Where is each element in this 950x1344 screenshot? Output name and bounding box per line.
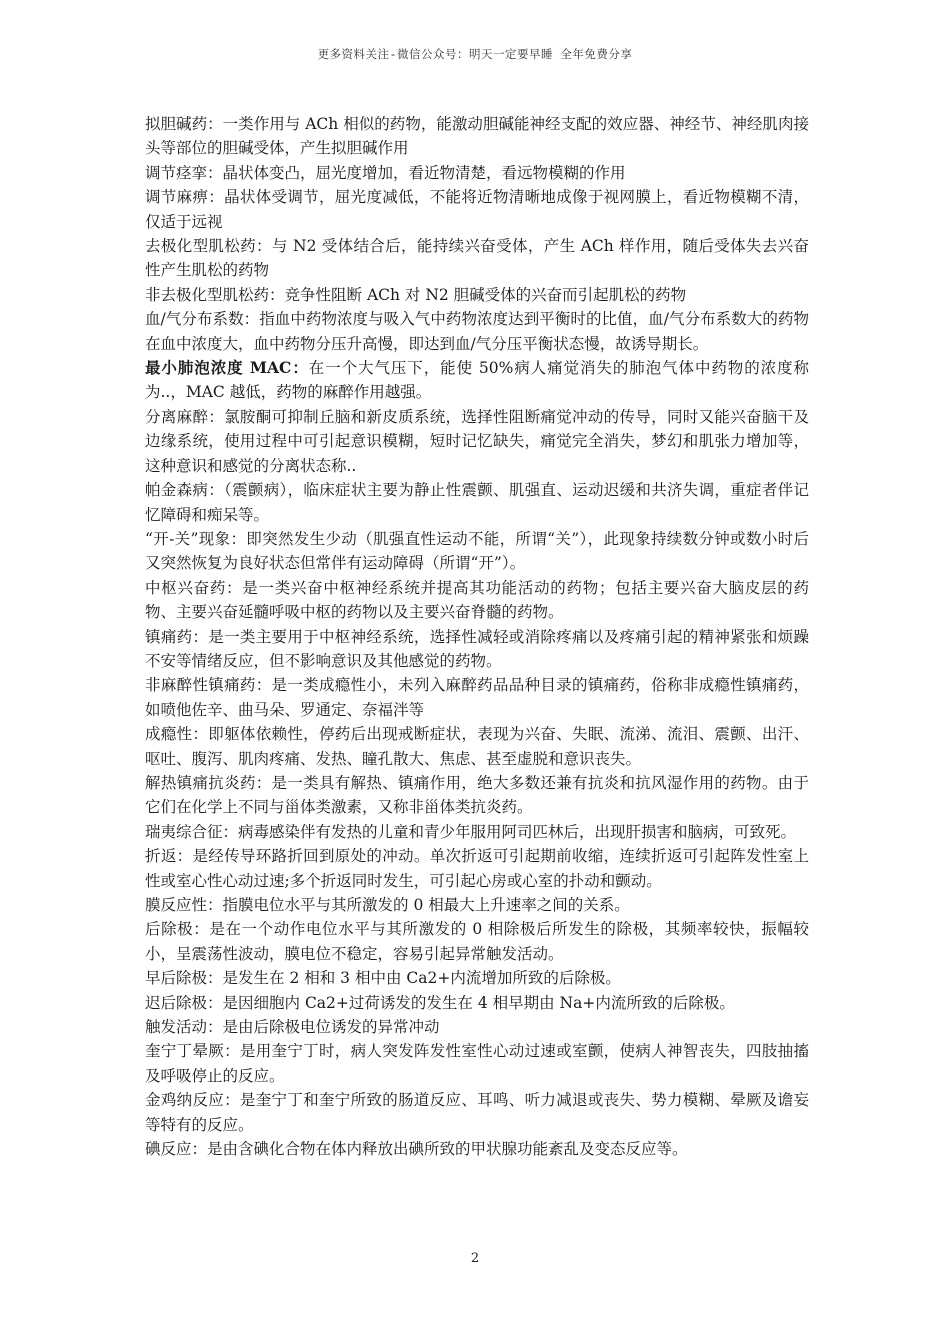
glossary-entry [145,673,809,722]
entry-definition: 是一类主要用于中枢神经系统，选择性减轻或消除疼痛以及疼痛引起的精神紧张和烦躁不安等情绪反应，但不影响意识及其他感觉的药物。 [145,627,809,670]
entry-term: 解热镇痛抗炎药： [145,773,272,792]
entry-term: 瑞夷综合征： [145,822,239,841]
entry-term: 触发活动： [145,1018,223,1037]
entry-term: 最小肺泡浓度 MAC： [145,358,309,378]
entry-term: 血/气分布系数： [145,310,260,329]
entry-term: 非去极化型肌松药： [145,285,285,304]
entry-definition: 是由含碘化合物在体内释放出碘所致的甲状腺功能紊乱及变态反应等。 [207,1140,688,1159]
glossary-entry [145,185,809,234]
page-number: 2 [470,1251,480,1266]
glossary-entry [145,625,809,674]
glossary-entry [145,771,809,820]
entry-term: 奎宁丁晕厥： [145,1042,240,1061]
glossary-entry [145,576,809,625]
entry-definition: 是一类具有解热、镇痛作用，绝大多数还兼有抗炎和抗风湿作用的药物。由于它们在化学上不同与甾体类激素，又称非甾体类抗炎药。 [145,773,809,817]
entry-definition: 指血中药物浓度与吸入气中药物浓度达到平衡时的比值，血/气分布系数大的药物在血中浓度大，血中药物分压升高慢，即达到血/气分压平衡状态慢，故诱导期长。 [145,310,809,353]
entry-definition: 是因细胞内 Ca2+过荷诱发的发生在 4 相早期由 Na+内流所致的后除极。 [222,993,735,1012]
entry-term: 帕金森病： [145,481,225,500]
entry-definition: 与 N2 受体结合后，能持续兴奋受体，产生 ACh 样作用，随后受体失去兴奋性产生肌松的药物 [145,237,809,280]
entry-definition: 一类作用与 ACh 相似的药物，能激动胆碱能神经支配的效应器、神经节、神经肌肉接头等部位的胆碱受体，产生拟胆碱作用 [145,115,809,158]
entry-term: 非麻醉性镇痛药： [145,676,272,695]
entry-definition: 是一类成瘾性小，未列入麻醉药品品种目录的镇痛药，俗称非成瘾性镇痛药，如喷他佐辛、曲马朵、罗通定、奈福泮等 [145,676,809,719]
glossary-entry [145,1015,809,1039]
glossary-entry [145,234,809,283]
entry-term: 后除极： [145,920,210,939]
entry-term: 中枢兴奋药： [145,578,243,597]
entry-definition: 氯胺酮可抑制丘脑和新皮质系统，选择性阻断痛觉冲动的传导，同时又能兴奋脑干及边缘系统，使用过程中可引起意识模糊，短时记忆缺失，痛觉完全消失，梦幻和肌张力增加等，这种意识和感觉的分离状态称.. [145,407,809,475]
entry-term: 调节麻痹： [145,188,225,207]
entry-definition: 晶状体受调节，屈光度减低，不能将近物清晰地成像于视网膜上，看近物模糊不清，仅适于远视 [145,188,809,231]
glossary-entry [145,356,809,405]
entry-definition: 是奎宁丁和奎宁所致的肠道反应、耳鸣、听力减退或丧失、势力模糊、晕厥及谵妄等特有的反应。 [145,1091,809,1134]
entry-definition: 是用奎宁丁时，病人突发阵发性室性心动过速或室颤，使病人神智丧失，四肢抽搐及呼吸停止的反应。 [145,1042,809,1085]
glossary-entry [145,405,809,478]
entry-definition: 晶状体变凸，屈光度增加，看近物清楚，看远物模糊的作用 [222,163,626,182]
glossary-entry [145,307,809,356]
glossary-entry [145,917,809,966]
entry-term: 早后除极： [145,969,223,988]
entry-definition: （震颤病），临床症状主要为静止性震颤、肌强直、运动迟缓和共济失调，重症者伴记忆障碍和痴呆等。 [145,481,809,524]
glossary-entry [145,820,809,844]
entry-definition: 是在一个动作电位水平与其所激发的 0 相除极后所发生的除极，其频率较快，振幅较小，呈震荡性波动，膜电位不稳定，容易引起异常触发活动。 [145,920,809,963]
glossary-entry [145,966,809,990]
glossary-entry [145,161,809,185]
glossary-entry [145,844,809,893]
entry-term: 金鸡纳反应： [145,1091,240,1110]
glossary-entry [145,112,809,161]
glossary-entry [145,478,809,527]
glossary-entry [145,722,809,771]
glossary-entry [145,1088,809,1137]
entry-term: 去极化型肌松药： [145,237,272,256]
entry-term: 迟后除极： [145,993,223,1012]
entry-term: 镇痛药： [145,627,209,646]
page-header: 更多资料关注-微信公众号：明天一定要早睡 全年免费分享 [317,47,633,61]
glossary-entry [145,283,809,307]
entry-term: “开-关”现象： [145,529,247,548]
glossary-entry [145,991,809,1015]
entry-definition: 即躯体依赖性，停药后出现戒断症状，表现为兴奋、失眠、流涕、流泪、震颤、出汗、呕吐、腹泻、肌肉疼痛、发热、瞳孔散大、焦虑、甚至虚脱和意识丧失。 [145,725,809,768]
entry-definition: 病毒感染伴有发热的儿童和青少年服用阿司匹林后，出现肝损害和脑病，可致死。 [238,822,797,841]
entry-term: 成瘾性： [145,725,209,744]
entry-definition: 竞争性阻断 ACh 对 N2 胆碱受体的兴奋而引起肌松的药物 [284,285,687,304]
entry-definition: 即突然发生少动（肌强直性运动不能，所谓“关”），此现象持续数分钟或数小时后又突然恢复为良好状态但常伴有运动障碍（所谓“开”）。 [145,529,809,573]
entry-term: 碘反应： [145,1140,208,1159]
entry-definition: 在一个大气压下，能使 50%病人痛觉消失的肺泡气体中药物的浓度称为..，MAC 越低，药物的麻醉作用越强。 [145,359,809,402]
entry-term: 折返： [145,847,193,866]
glossary-entry [145,527,809,576]
entry-term: 调节痉挛： [145,163,223,182]
entry-definition: 指膜电位水平与其所激发的 0 相最大上升速率之间的关系。 [222,896,630,914]
glossary-entry [145,893,809,917]
glossary-entry [145,1039,809,1088]
entry-definition: 是经传导环路折回到原处的冲动。单次折返可引起期前收缩，连续折返可引起阵发性室上性或室心性心动过速;多个折返同时发生，可引起心房或心室的扑动和颤动。 [145,847,809,890]
entry-term: 分离麻醉： [145,407,225,426]
entry-definition: 是发生在 2 相和 3 相中由 Ca2+内流增加所致的后除极。 [222,969,621,988]
glossary-entry [145,1137,809,1161]
entry-term: 膜反应性： [145,896,223,914]
entry-definition: 是由后除极电位诱发的异常冲动 [222,1018,440,1037]
entry-definition: 是一类兴奋中枢神经系统并提高其功能活动的药物；包括主要兴奋大脑皮层的药物、主要兴奋延髓呼吸中枢的药物以及主要兴奋脊髓的药物。 [145,578,809,622]
document-body [145,112,809,1161]
entry-term: 拟胆碱药： [145,115,223,133]
